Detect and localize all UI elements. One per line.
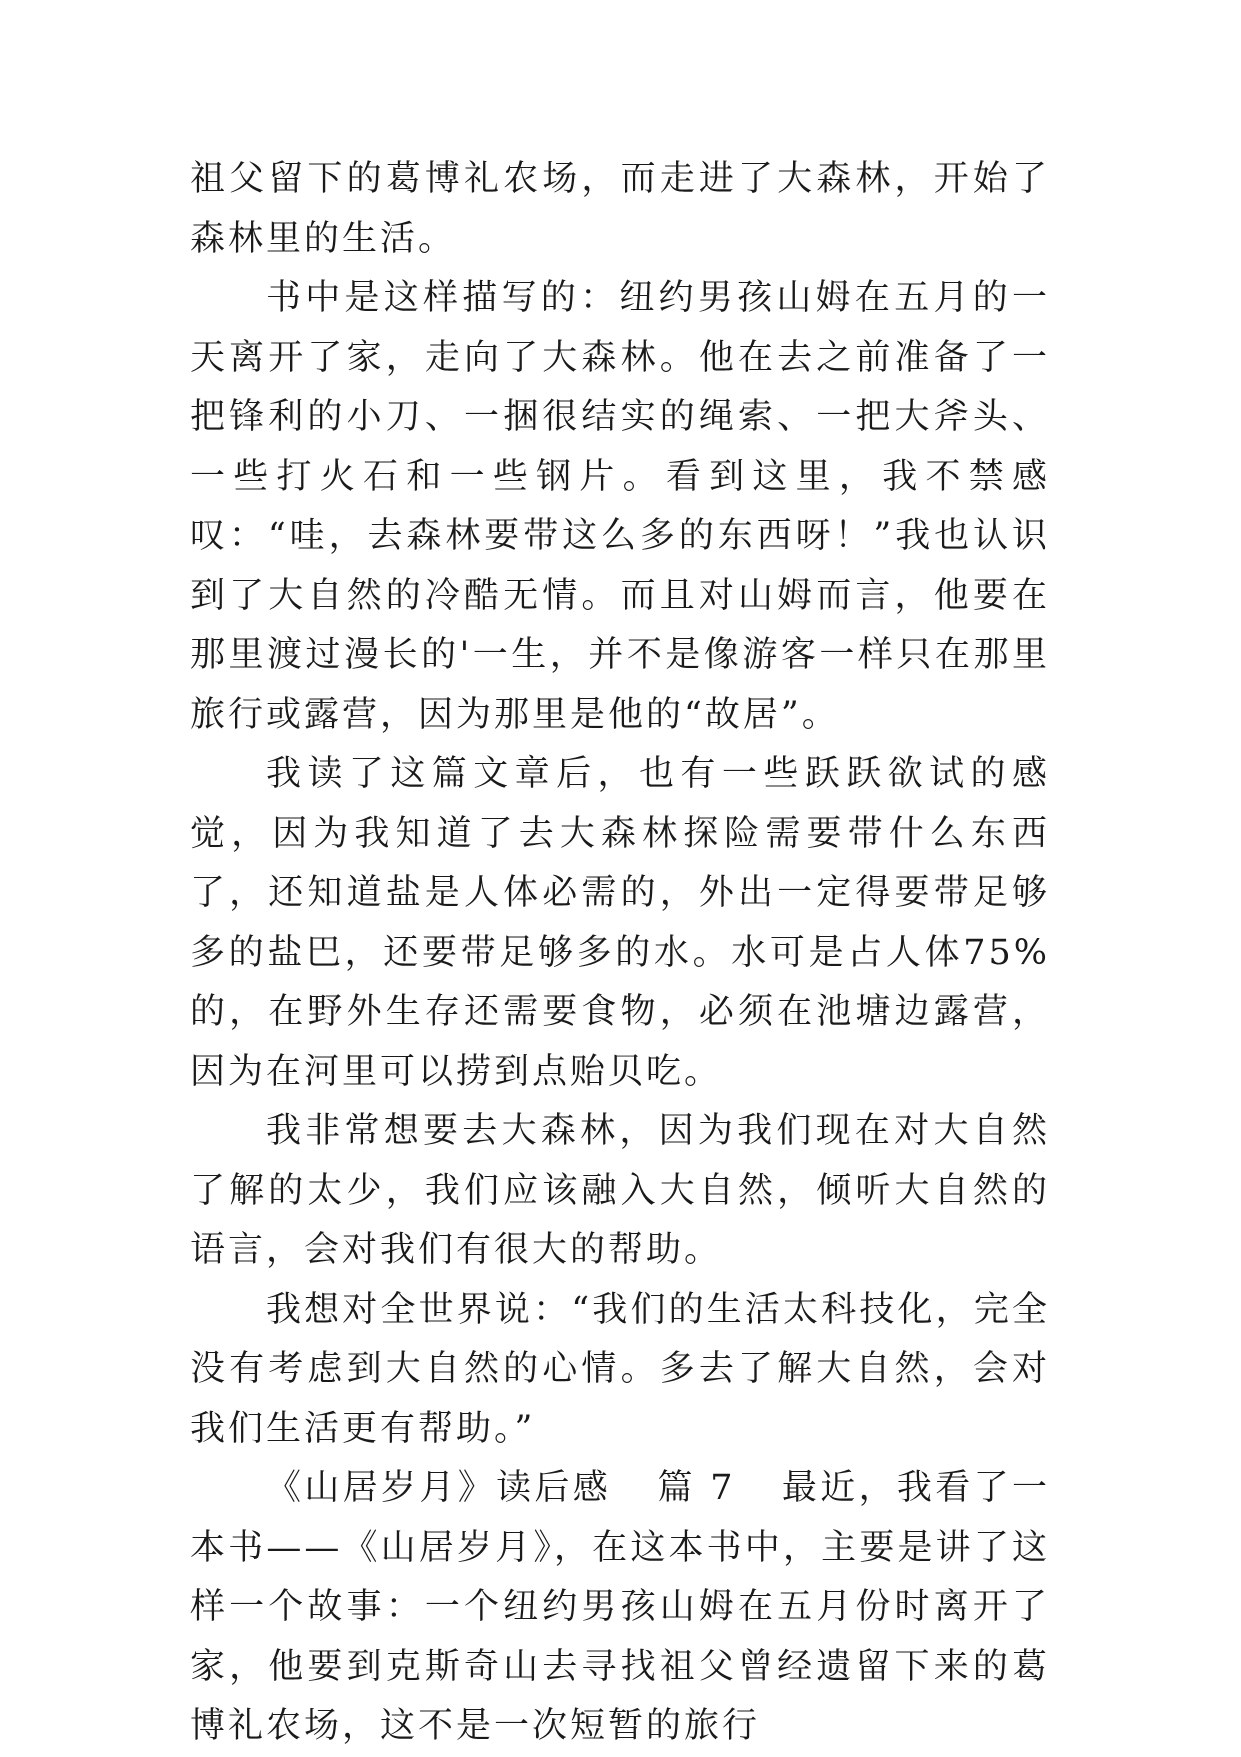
paragraph-continuation: 祖父留下的葛博礼农场，而走进了大森林，开始了森林里的生活。 <box>190 159 1050 259</box>
section-paragraph <box>190 1459 1050 1757</box>
section-label: 篇 7 <box>657 1468 736 1508</box>
paragraph-message: 我想对全世界说：“我们的生活太科技化，完全没有考虑到大自然的心情。多去了解大自然，会对我们生活更有帮助。” <box>190 1289 1050 1449</box>
paragraph-reflection: 我读了这篇文章后，也有一些跃跃欲试的感觉，因为我知道了去大森林探险需要带什么东西了，还知道盐是人体必需的，外出一定得要带足够多的盐巴，还要带足够多的水。水可是占人体75%的，在野外生存还需要食物，必须在池塘边露营，因为在河里可以捞到点贻贝吃。 <box>190 754 1050 1092</box>
paragraph-book-description: 书中是这样描写的：纽约男孩山姆在五月的一天离开了家，走向了大森林。他在去之前准备了一把锋利的小刀、一捆很结实的绳索、一把大斧头、一些打火石和一些钢片。看到这里，我不禁感叹：“哇，去森林要带这么多的东西呀！”我也认识到了大自然的冷酷无情。而且对山姆而言，他要在那里渡过漫长的'一生，并不是像游客一样只在那里旅行或露营，因为那里是他的“故居”。 <box>190 278 1050 735</box>
section-title: 《山居岁月》读后感 <box>266 1468 612 1508</box>
section-text: 最近，我看了一本书——《山居岁月》，在这本书中，主要是讲了这样一个故事：一个纽约男孩山姆在五月份时离开了家，他要到克斯奇山去寻找祖父曾经遗留下来的葛博礼农场，这不是一次短暂的旅行 <box>190 1468 1050 1746</box>
paragraph-wish: 我非常想要去大森林，因为我们现在对大自然了解的太少，我们应该融入大自然，倾听大自然的语言，会对我们有很大的帮助。 <box>190 1111 1050 1270</box>
document-body <box>190 150 1050 1757</box>
